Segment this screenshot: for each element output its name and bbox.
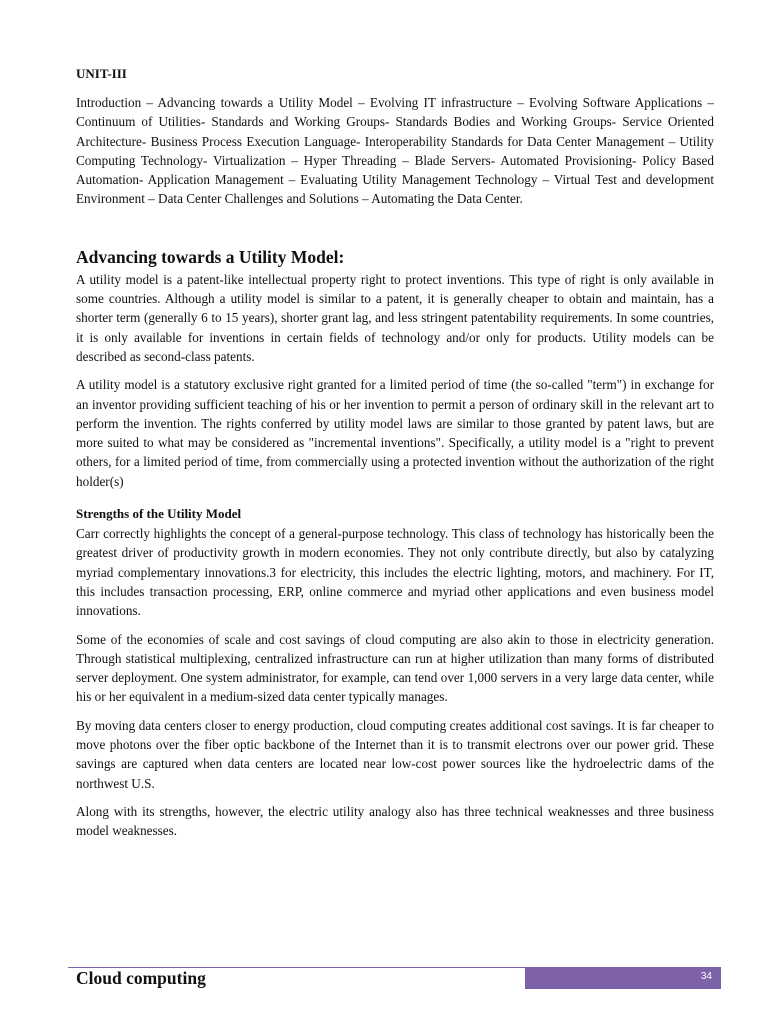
page-footer — [68, 966, 722, 990]
strengths-paragraph-3: By moving data centers closer to energy production, cloud computing creates additional cost savings. It is far cheaper to move photons over the fiber optic backbone of the Internet than it is to transmit electrons over our power grid. These savings are captured when data centers are located near low-cost power sources like the hydroelectric dams of the northwest U.S. — [76, 717, 714, 791]
footer-accent-bar — [525, 967, 721, 989]
section-heading: Advancing towards a Utility Model: — [76, 246, 345, 267]
strengths-heading: Strengths of the Utility Model — [76, 506, 242, 522]
strengths-paragraph-1: Carr correctly highlights the concept of a general-purpose technology. This class of technology has historically been the greatest driver of productivity growth in modern economies. They not only contribute directly, but also by catalyzing myriad complementary innovations.3 for electricity, this includes the electric lighting, motors, and machinery. For IT, this includes transaction processing, ERP, online commerce and myriad other applications and even business model innovations. — [76, 526, 714, 619]
footer-title: Cloud computing — [76, 968, 206, 988]
page-number: 34 — [700, 971, 712, 982]
section-paragraph-2: A utility model is a statutory exclusive right granted for a limited period of time (the so-called "term") in exchange for an inventor providing sufficient teaching of his or her invention to permit a person of ordinary skill in the relevant art to perform the invention. The rights conferred by utility model laws are similar to those granted by patent laws, but are more suited to what may be considered as "incremental inventions". Specifically, a utility model is a "right to prevent others, for a limited period of time, from commercially using a protected invention without the authorization of the right holder(s) — [76, 377, 714, 489]
unit-title: UNIT-III — [76, 66, 127, 81]
section-paragraph-1: A utility model is a patent-like intellectual property right to protect inventions. This type of right is only available in some countries. Although a utility model is similar to a patent, it is generally cheaper to obtain and maintain, has a shorter term (generally 6 to 15 years), shorter grant lag, and less stringent patentability requirements. In some countries, it is only available for inventions in certain fields of technology and/or only for products. Utility models can be described as second-class patents. — [76, 271, 714, 364]
strengths-paragraph-4: Along with its strengths, however, the electric utility analogy also has three technical weaknesses and three business model weaknesses. — [76, 803, 714, 839]
page-content — [76, 66, 714, 850]
unit-intro: Introduction – Advancing towards a Utility Model – Evolving IT infrastructure – Evolving Software Applications – Continuum of Utilities- Standards and Working Groups- Standards Bodies and Working Groups- Service Oriented Architecture- Business Process Execution Language- Interoperability Standards for Data Center Management – Utility Computing Technology- Virtualization – Hyper Threading – Blade Servers- Automated Provisioning- Policy Based Automation- Application Management – Evaluating Utility Management Technology – Virtual Test and development Environment – Data Center Challenges and Solutions – Automating the Data Center. — [76, 95, 714, 207]
strengths-paragraph-2: Some of the economies of scale and cost savings of cloud computing are also akin to those in electricity generation. Through statistical multiplexing, centralized infrastructure can run at higher utilization than many forms of distributed server deployment. One system administrator, for example, can tend over 1,000 servers in a very large data center, while his or her equivalent in a medium-sized data center typically manages. — [76, 631, 714, 705]
